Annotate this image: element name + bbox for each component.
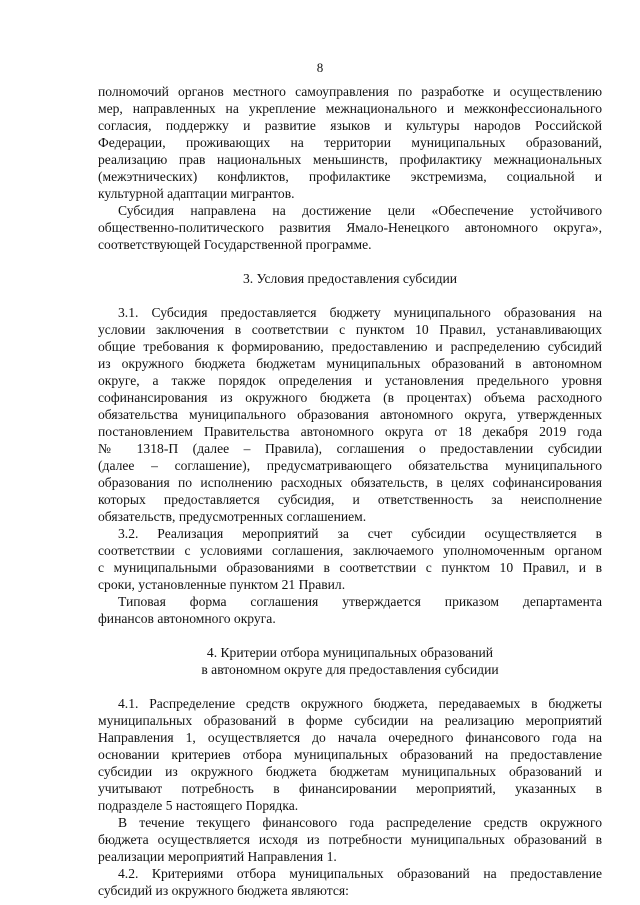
text-line: субсидий из окружного бюджета являются: (98, 883, 349, 898)
text-line: с муниципальными образованиями в соответствии с пунктом 10 Правил, и в (98, 560, 602, 575)
text-line: № 1318-П (далее – Правила), соглашения о предоставлении субсидии (98, 441, 602, 456)
text-line: субсидии из окружного бюджета бюджетам муниципальных образований и (98, 764, 602, 779)
text-line: Федерации, проживающих на территории муниципальных образований, (98, 135, 602, 150)
text-line: соответствии с условиями соглашения, заключаемого уполномоченным органом (98, 543, 602, 558)
text-line: 3.2. Реализация мероприятий за счет субсидии осуществляется в (118, 526, 602, 541)
text-line: бюджета осуществляется исходя из потребности муниципальных образований в (98, 832, 602, 847)
section-heading: 3. Условия предоставления субсидии (242, 271, 458, 286)
text-line: Типовая форма соглашения утверждается приказом департамента (118, 594, 602, 609)
text-line: обязательств, предусмотренных соглашением. (98, 509, 367, 524)
text-line: (далее – соглашение), предусматривающего обязательства муниципального (98, 458, 602, 473)
text-line: которых предоставляется субсидия, и ответственность за неисполнение (98, 492, 602, 507)
text-line: Субсидия направлена на достижение цели «Обеспечение устойчивого (118, 203, 602, 218)
text-line: соответствующей Государственной программе. (98, 237, 372, 252)
text-line: общественно-политического развития Ямало-Ненецкого автономного округа», (98, 220, 602, 235)
text-line: из окружного бюджета бюджетам муниципальных образований в автономном (98, 356, 602, 371)
text-line: 3.1. Субсидия предоставляется бюджету муниципального образования на (118, 305, 602, 320)
text-line: подразделе 5 настоящего Порядка. (98, 798, 299, 813)
text-line: Направления 1, осуществляется до начала очередного финансового года на (98, 730, 602, 745)
text-line: учитывают потребность в финансировании мероприятий, указанных в (98, 781, 602, 796)
text-line: муниципальных образований в форме субсидии на реализацию мероприятий (98, 713, 602, 728)
text-line: общие требования к формированию, предоставлению и распределению субсидий (98, 339, 602, 354)
section-heading: в автономном округе для предоставления субсидии (201, 662, 499, 677)
text-line: финансов автономного округа. (98, 611, 276, 626)
text-line: основании критериев отбора муниципальных образований на предоставление (98, 747, 602, 762)
text-line: софинансирования из окружного бюджета (в процентах) объема расходного (98, 390, 602, 405)
text-line: (межэтнических) конфликтов, профилактике экстремизма, социальной и (98, 169, 602, 184)
text-line: постановлением Правительства автономного округа от 18 декабря 2019 года (98, 424, 602, 439)
text-line: 4.1. Распределение средств окружного бюджета, передаваемых в бюджеты (118, 696, 602, 711)
text-line: согласия, поддержку и развитие языков и культуры народов Российской (98, 118, 602, 133)
section-heading: 4. Критерии отбора муниципальных образований (206, 645, 494, 660)
text-line: культурной адаптации мигрантов. (98, 186, 295, 201)
text-line: полномочий органов местного самоуправления по разработке и осуществлению (98, 84, 602, 99)
text-line: мер, направленных на укрепление межнационального и межконфессионального (98, 101, 602, 116)
text-line: условии заключения в соответствии с пунктом 10 Правил, устанавливающих (98, 322, 602, 337)
page-number: 8 (316, 60, 324, 75)
text-line: реализации мероприятий Направления 1. (98, 849, 337, 864)
text-line: обязательства муниципального образования автономного округа, утвержденных (98, 407, 602, 422)
text-line: В течение текущего финансового года распределение средств окружного (118, 815, 602, 830)
text-line: округе, а также порядок определения и установления предельного уровня (98, 373, 602, 388)
text-line: 4.2. Критериями отбора муниципальных образований на предоставление (118, 866, 602, 881)
text-line: реализацию прав национальных меньшинств, профилактику межнациональных (98, 152, 602, 167)
text-line: образования по исполнению расходных обязательств, в целях софинансирования (98, 475, 602, 490)
text-line: сроки, установленные пунктом 21 Правил. (98, 577, 346, 592)
